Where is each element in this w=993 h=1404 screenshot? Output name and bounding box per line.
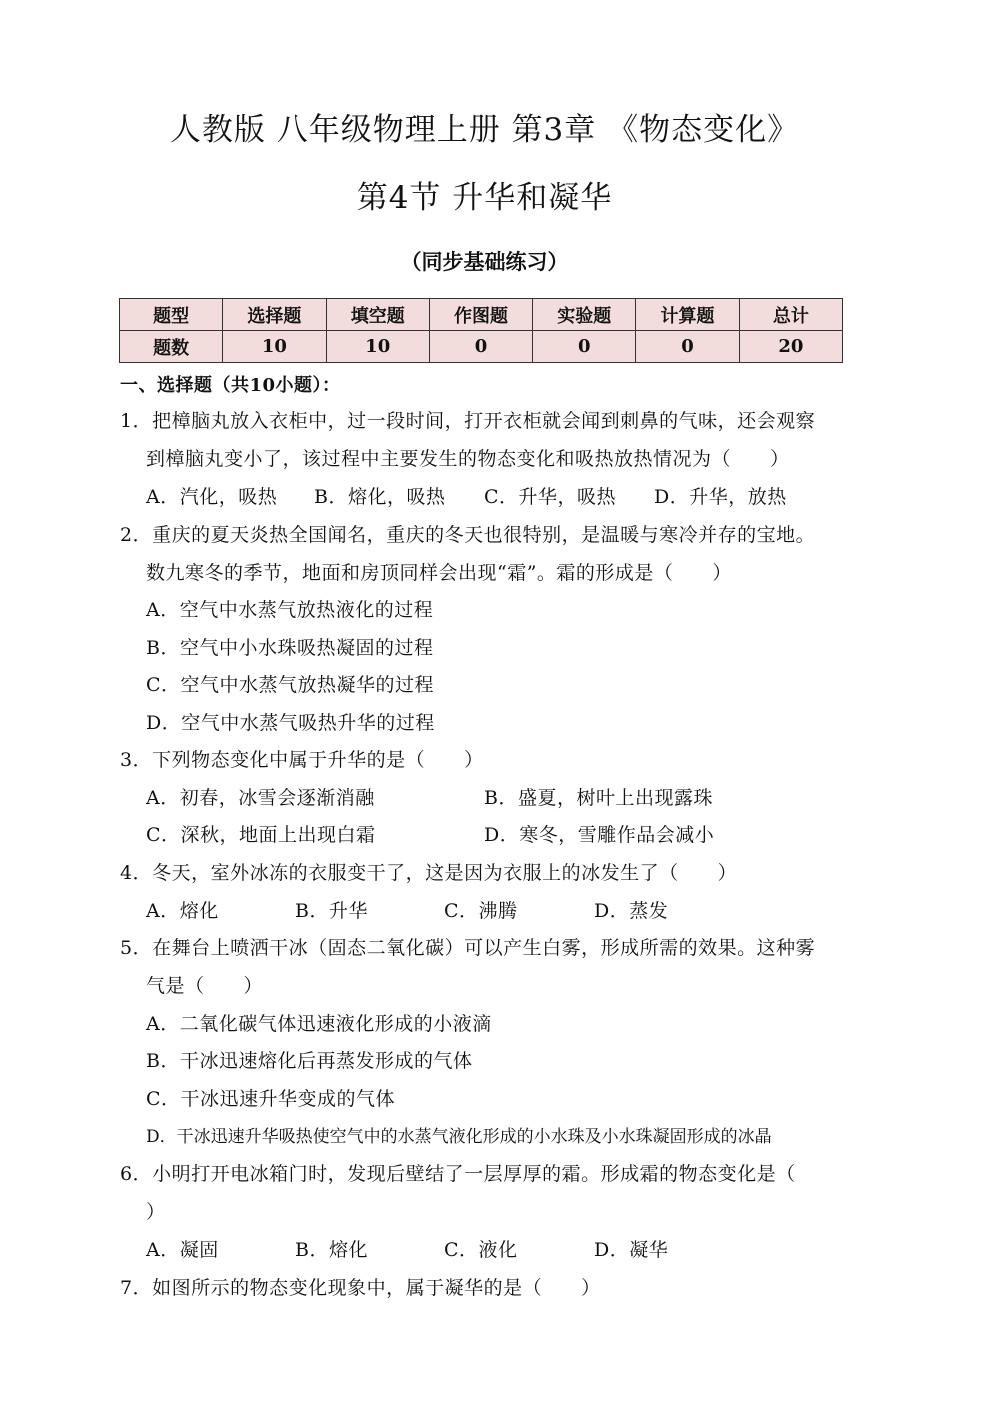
answer-option: B．熔化，吸热 bbox=[314, 486, 446, 508]
answer-option: D．凝华 bbox=[594, 1239, 669, 1261]
stats-cell: 10 bbox=[223, 331, 326, 363]
answer-option: A．初春，冰雪会逐渐消融 bbox=[146, 787, 375, 809]
answer-option: D．蒸发 bbox=[594, 900, 669, 922]
question-line: 气是（ ） bbox=[146, 975, 264, 997]
answer-option: C．干冰迅速升华变成的气体 bbox=[146, 1088, 396, 1110]
answer-option: A．空气中水蒸气放热液化的过程 bbox=[146, 599, 434, 621]
stats-cell: 0 bbox=[429, 331, 532, 363]
answer-option: C．升华，吸热 bbox=[484, 486, 617, 508]
question-line: 到樟脑丸变小了，该过程中主要发生的物态变化和吸热放热情况为（ ） bbox=[146, 448, 790, 470]
stats-cell: 10 bbox=[326, 331, 429, 363]
answer-option: D．干冰迅速升华吸热使空气中的水蒸气液化形成的小水珠及小水珠凝固形成的冰晶 bbox=[146, 1127, 772, 1147]
answer-option: C．空气中水蒸气放热凝华的过程 bbox=[146, 674, 435, 696]
answer-option: A．熔化 bbox=[146, 900, 219, 922]
answer-option: A．汽化，吸热 bbox=[146, 486, 278, 508]
stats-cell: 题型 bbox=[120, 299, 223, 331]
answer-option: D．空气中水蒸气吸热升华的过程 bbox=[146, 712, 435, 734]
answer-option: C．沸腾 bbox=[444, 900, 518, 922]
answer-option: D．升华，放热 bbox=[654, 486, 787, 508]
document-subtitle: （同步基础练习） bbox=[400, 249, 569, 274]
stats-header-row bbox=[120, 299, 843, 331]
answer-option: B．盛夏，树叶上出现露珠 bbox=[484, 787, 713, 809]
question-line: 4．冬天，室外冰冻的衣服变干了，这是因为衣服上的冰发生了（ ） bbox=[120, 862, 738, 884]
stats-count-row bbox=[120, 331, 843, 363]
answer-option: A．凝固 bbox=[146, 1239, 219, 1261]
answer-option: C．液化 bbox=[444, 1239, 518, 1261]
question-line: 1．把樟脑丸放入衣柜中，过一段时间，打开衣柜就会闻到刺鼻的气味，还会观察 bbox=[120, 410, 816, 432]
stats-cell: 填空题 bbox=[326, 299, 429, 331]
question-line: 5．在舞台上喷洒干冰（固态二氧化碳）可以产生白雾，形成所需的效果。这种雾 bbox=[120, 937, 816, 959]
answer-option: B．干冰迅速熔化后再蒸发形成的气体 bbox=[146, 1050, 473, 1072]
stats-cell: 20 bbox=[739, 331, 842, 363]
stats-cell: 总计 bbox=[739, 299, 842, 331]
answer-option: C．深秋，地面上出现白霜 bbox=[146, 824, 376, 846]
stats-cell: 题数 bbox=[120, 331, 223, 363]
question-line: 数九寒冬的季节，地面和房顶同样会出现“霜”。霜的形成是（ ） bbox=[146, 562, 732, 584]
document-title: 人教版 八年级物理上册 第3章 《物态变化》 bbox=[169, 112, 800, 148]
question-stats-table bbox=[119, 298, 843, 363]
question-line: 3．下列物态变化中属于升华的是（ ） bbox=[120, 749, 484, 771]
stats-cell: 作图题 bbox=[429, 299, 532, 331]
question-line: 2．重庆的夏天炎热全国闻名，重庆的冬天也很特别，是温暖与寒冷并存的宝地。 bbox=[120, 524, 816, 546]
answer-option: A．二氧化碳气体迅速液化形成的小液滴 bbox=[146, 1013, 492, 1035]
stats-cell: 实验题 bbox=[533, 299, 636, 331]
stats-cell: 计算题 bbox=[636, 299, 739, 331]
section-title: 第4节 升华和凝华 bbox=[356, 180, 613, 216]
stats-cell: 0 bbox=[636, 331, 739, 363]
stats-cell: 选择题 bbox=[223, 299, 326, 331]
answer-option: D．寒冬，雪雕作品会减小 bbox=[484, 824, 715, 846]
question-line: ） bbox=[146, 1201, 166, 1223]
answer-option: B．熔化 bbox=[295, 1239, 368, 1261]
question-line: 6．小明打开电冰箱门时，发现后壁结了一层厚厚的霜。形成霜的物态变化是（ bbox=[120, 1163, 796, 1185]
question-line: 7．如图所示的物态变化现象中，属于凝华的是（ ） bbox=[120, 1277, 601, 1299]
answer-option: B．升华 bbox=[295, 900, 368, 922]
section-heading: 一、选择题（共10小题）： bbox=[120, 375, 341, 396]
answer-option: B．空气中小水珠吸热凝固的过程 bbox=[146, 637, 434, 659]
stats-cell: 0 bbox=[533, 331, 636, 363]
